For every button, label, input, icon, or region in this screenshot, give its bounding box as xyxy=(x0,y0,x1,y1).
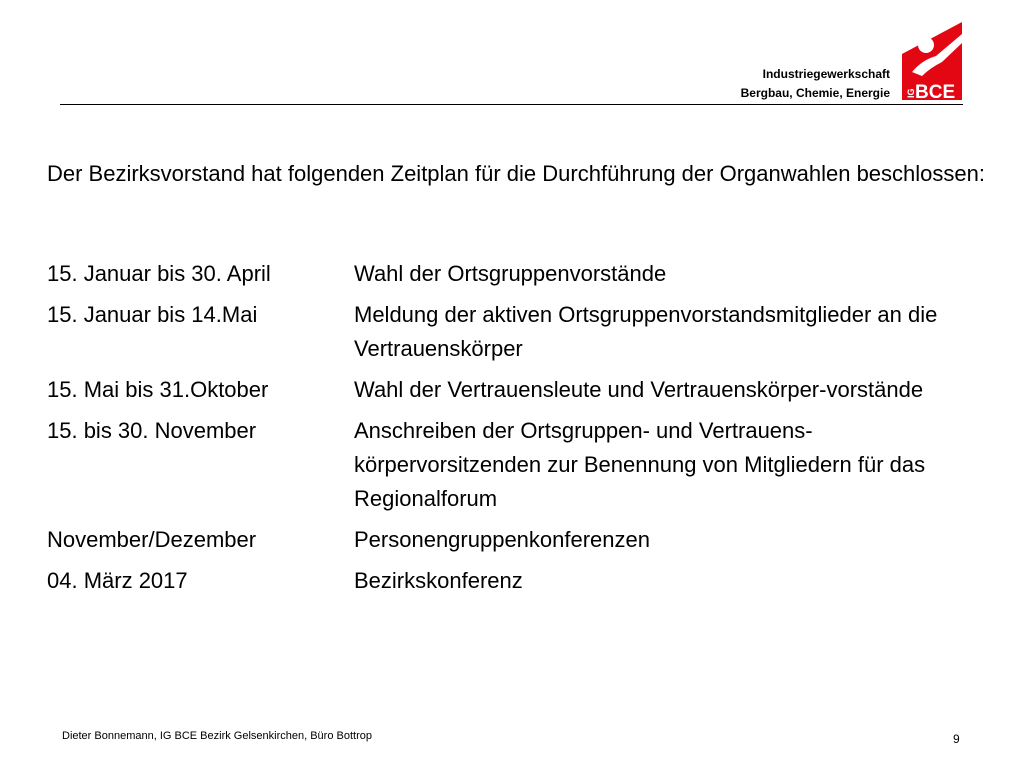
intro-paragraph: Der Bezirksvorstand hat folgenden Zeitplan für die Durchführung der Organwahlen beschlossen: xyxy=(47,161,985,186)
schedule-row xyxy=(47,523,997,557)
schedule-event: Anschreiben der Ortsgruppen- und Vertrauens-körpervorsitzenden zur Benennung von Mitgliedern für das Regionalforum xyxy=(354,418,926,511)
schedule-event: Personengruppenkonferenzen xyxy=(354,527,651,552)
schedule-row xyxy=(47,564,997,598)
schedule-row xyxy=(47,414,997,516)
schedule-event: Wahl der Vertrauensleute und Vertrauenskörper-vorstände xyxy=(354,377,924,402)
schedule-event: Bezirkskonferenz xyxy=(354,568,523,593)
schedule-row xyxy=(47,257,997,291)
schedule-date: 04. März 2017 xyxy=(47,568,188,593)
schedule-date: November/Dezember xyxy=(47,527,257,552)
schedule-date: 15. bis 30. November xyxy=(47,418,257,443)
schedule-date: 15. Januar bis 30. April xyxy=(47,261,271,286)
schedule-event: Wahl der Ortsgruppenvorstände xyxy=(354,261,667,286)
schedule-row xyxy=(47,298,997,366)
logo-text-ig: IG xyxy=(906,88,916,98)
schedule-row xyxy=(47,373,997,407)
schedule-date: 15. Mai bis 31.Oktober xyxy=(47,377,269,402)
schedule-date: 15. Januar bis 14.Mai xyxy=(47,302,258,327)
igbce-logo xyxy=(900,16,964,104)
schedule-event: Meldung der aktiven Ortsgruppenvorstandsmitglieder an die Vertrauenskörper xyxy=(354,302,938,361)
header-divider xyxy=(60,104,963,105)
organization-subtitle: Bergbau, Chemie, Energie xyxy=(740,86,890,100)
page-number: 9 xyxy=(953,732,960,746)
logo-text-bce: BCE xyxy=(915,82,956,103)
footer-author: Dieter Bonnemann, IG BCE Bezirk Gelsenkirchen, Büro Bottrop xyxy=(62,730,372,742)
schedule-list xyxy=(47,257,997,605)
organization-name: Industriegewerkschaft xyxy=(762,67,890,81)
